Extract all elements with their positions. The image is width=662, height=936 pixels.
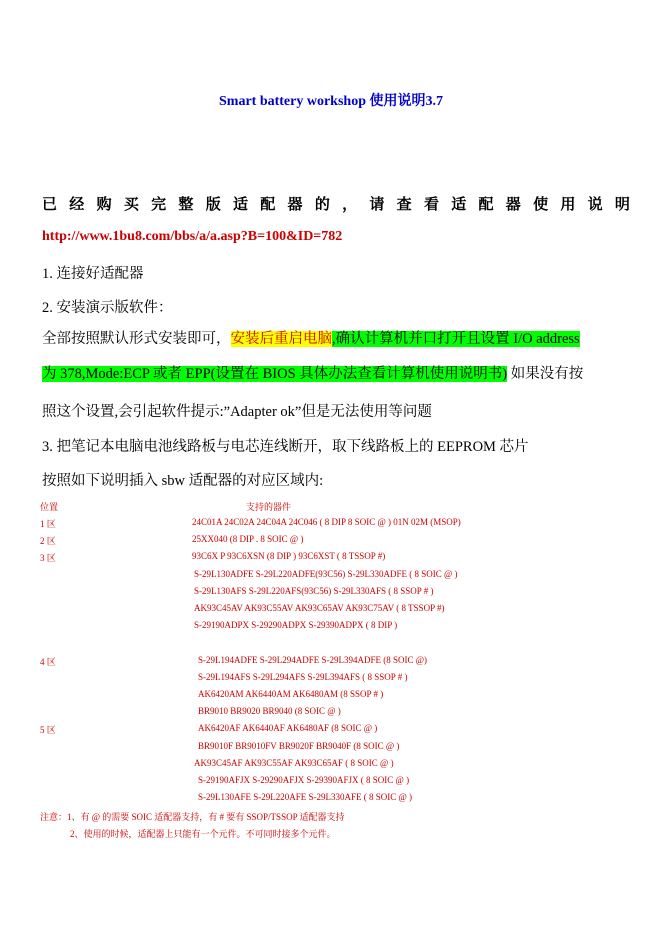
step-3: 3. 把笔记本电脑电池线路板与电芯连线断开，取下线路板上的 EEPROM 芯片 — [42, 439, 529, 455]
table-devices: BR9010F BR9010FV BR9020F BR9040F (8 SOIC @ ) — [198, 741, 400, 751]
notice-char: 买 — [123, 197, 139, 213]
notice-char: 适 — [232, 197, 248, 213]
table-devices: AK6420AM AK6440AM AK6480AM (8 SSOP # ) — [198, 689, 384, 699]
table-devices: AK6420AF AK6440AF AK6480AF (8 SOIC @ ) — [198, 723, 378, 733]
notice-char: 配 — [260, 197, 276, 213]
install-paragraph-line-2 — [42, 365, 583, 383]
table-zone: 5 区 — [40, 725, 56, 735]
install-text: 如果没有按 — [507, 366, 584, 382]
table-zone: 1 区 — [40, 519, 56, 529]
notice-char: 器 — [505, 197, 521, 213]
notice-char: 器 — [287, 197, 303, 213]
notice-char: 经 — [69, 197, 85, 213]
step-2: 2. 安装演示版软件： — [42, 300, 173, 316]
notice-char: 请 — [369, 197, 385, 213]
reboot-highlight: 安装后重启电脑 — [230, 331, 332, 347]
table-devices: S-29L130ADFE S-29L220ADFE(93C56) S-29L330ADFE ( 8 SOIC @ ) — [194, 569, 458, 579]
table-header-position: 位置 — [40, 502, 59, 512]
notice-char: 说 — [587, 197, 603, 213]
notice-char: 版 — [205, 197, 221, 213]
notice-char: 适 — [451, 197, 467, 213]
notice-char: 看 — [423, 197, 439, 213]
notice-char: 查 — [396, 197, 412, 213]
table-zone: 3 区 — [40, 553, 56, 563]
table-devices: S-29L194ADFE S-29L294ADFE S-29L394ADFE (8 SOIC @) — [198, 655, 428, 665]
table-devices: S-29190ADPX S-29290ADPX S-29390ADPX ( 8 DIP ) — [194, 620, 398, 630]
notice-char: 整 — [178, 197, 194, 213]
table-header-devices: 支持的器件 — [246, 502, 292, 512]
table-devices: S-29L194AFS S-29L294AFS S-29L394AFS ( 8 SSOP # ) — [198, 672, 408, 682]
note-1: 注意：1、有 @ 的需要 SOIC 适配器支持，有 # 要有 SSOP/TSSOP 适配器支持 — [40, 812, 345, 822]
port-highlight: ,确认计算机并口打开且设置 I/O address — [332, 331, 580, 347]
notice-char: 完 — [151, 197, 167, 213]
install-paragraph-line-3: 照这个设置,会引起软件提示:”Adapter ok”但是无法使用等问题 — [42, 404, 432, 420]
notice-char: 使 — [533, 197, 549, 213]
install-paragraph-line-1 — [42, 330, 580, 348]
mode-highlight: 为 378,Mode:ECP 或者 EPP(设置在 BIOS 具体办法查看计算机使用说明书) — [42, 366, 508, 382]
table-zone: 4 区 — [40, 657, 56, 667]
insert-intro: 按照如下说明插入 sbw 适配器的对应区域内: — [42, 473, 324, 489]
table-devices: S-29L130AFE S-29L220AFE S-29L330AFE ( 8 SOIC @ ) — [198, 792, 413, 802]
note-2: 2、使用的时候，适配器上只能有一个元件。不可同时接多个元件。 — [70, 829, 336, 839]
notice-char: 明 — [614, 197, 630, 213]
notice-char: 配 — [478, 197, 494, 213]
notice-char: ， — [342, 197, 358, 213]
table-devices: AK93C45AF AK93C55AF AK93C65AF ( 8 SOIC @ ) — [194, 758, 394, 768]
install-text: 全部按照默认形式安装即可， — [42, 331, 231, 347]
document-title: Smart battery workshop 使用说明3.7 — [219, 94, 443, 109]
table-devices: AK93C45AV AK93C55AV AK93C65AV AK93C75AV ( 8 TSSOP #) — [194, 603, 445, 613]
table-devices: S-29190AFJX S-29290AFJX S-29390AFJX ( 8 SOIC @ ) — [198, 775, 410, 785]
table-zone: 2 区 — [40, 536, 56, 546]
notice-char: 购 — [96, 197, 112, 213]
table-devices: 93C6X P 93C6XSN (8 DIP ) 93C6XST ( 8 TSSOP #) — [192, 551, 386, 561]
table-devices: S-29L130AFS S-29L220AFS(93C56) S-29L330AFS ( 8 SSOP # ) — [194, 586, 434, 596]
notice-char: 已 — [42, 197, 58, 213]
notice-char: 的 — [314, 197, 330, 213]
table-devices: 25XX040 (8 DIP . 8 SOIC @ ) — [192, 534, 304, 544]
notice-char: 用 — [560, 197, 576, 213]
adapter-manual-link[interactable]: http://www.1bu8.com/bbs/a/a.asp?B=100&ID=782 — [42, 229, 343, 244]
purchase-notice — [42, 193, 630, 214]
table-devices: 24C01A 24C02A 24C04A 24C046 ( 8 DIP 8 SOIC @ ) 01N 02M (MSOP) — [192, 517, 461, 527]
step-1: 1. 连接好适配器 — [42, 266, 144, 282]
table-devices: BR9010 BR9020 BR9040 (8 SOIC @ ) — [198, 706, 341, 716]
